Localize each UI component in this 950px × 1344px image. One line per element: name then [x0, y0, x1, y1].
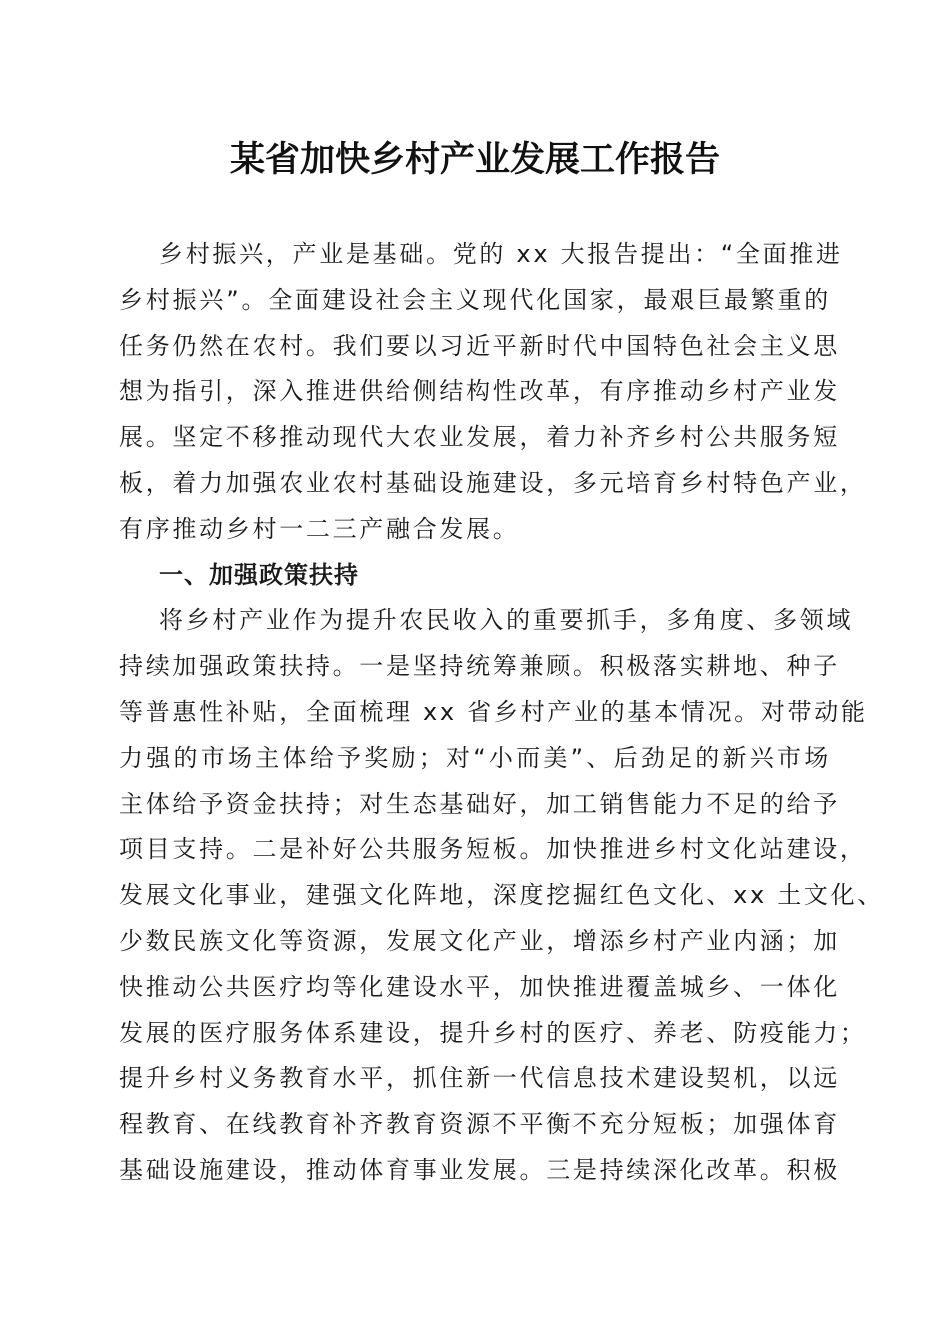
paragraph-line: 有序推动乡村一二三产融合发展。 [119, 514, 520, 543]
paragraph-line: 基础设施建设，推动体育事业发展。三是持续深化改革。积极 [119, 1155, 840, 1184]
paragraph-line: 想为指引，深入推进供给侧结构性改革，有序推动乡村产业发 [119, 377, 840, 406]
paragraph-line: 板，着力加强农业农村基础设施建设，多元培育乡村特色产业， [119, 468, 867, 497]
paragraph-line: 发展文化事业，建强文化阵地，深度挖掘红色文化、xx 土文化、 [119, 881, 885, 910]
paragraph-line: 程教育、在线教育补齐教育资源不平衡不充分短板；加强体育 [119, 1110, 840, 1139]
intro-paragraph [119, 232, 867, 553]
paragraph-line: 提升乡村义务教育水平，抓住新一代信息技术建设契机，以远 [119, 1064, 840, 1093]
section-paragraph [119, 598, 885, 1193]
paragraph-line: 任务仍然在农村。我们要以习近平新时代中国特色社会主义思 [119, 331, 840, 360]
paragraph-line: 持续加强政策扶持。一是坚持统筹兼顾。积极落实耕地、种子 [119, 652, 840, 681]
paragraph-line: 展。坚定不移推动现代大农业发展，着力补齐乡村公共服务短 [119, 423, 840, 452]
paragraph-line: 项目支持。二是补好公共服务短板。加快推进乡村文化站建设， [119, 835, 867, 864]
document-body [119, 232, 885, 1194]
paragraph-line: 主体给予资金扶持；对生态基础好，加工销售能力不足的给予 [119, 789, 840, 818]
paragraph-line: 快推动公共医疗均等化建设水平，加快推进覆盖城乡、一体化 [119, 972, 840, 1001]
section-heading: 一、加强政策扶持 [159, 560, 359, 589]
paragraph-line: 乡村振兴，产业是基础。党的 xx 大报告提出：“全面推进 [159, 240, 843, 268]
paragraph-line: 发展的医疗服务体系建设，提升乡村的医疗、养老、防疫能力； [119, 1018, 867, 1047]
paragraph-line: 少数民族文化等资源，发展文化产业，增添乡村产业内涵；加 [119, 926, 840, 955]
document-title: 某省加快乡村产业发展工作报告 [229, 139, 720, 180]
paragraph-line: 力强的市场主体给予奖励；对“小而美”、后劲足的新兴市场 [119, 743, 831, 772]
paragraph-line: 乡村振兴”。全面建设社会主义现代化国家，最艰巨最繁重的 [119, 285, 831, 314]
paragraph-line: 将乡村产业作为提升农民收入的重要抓手，多角度、多领域 [159, 606, 854, 635]
paragraph-line: 等普惠性补贴，全面梳理 xx 省乡村产业的基本情况。对带动能 [119, 697, 868, 726]
